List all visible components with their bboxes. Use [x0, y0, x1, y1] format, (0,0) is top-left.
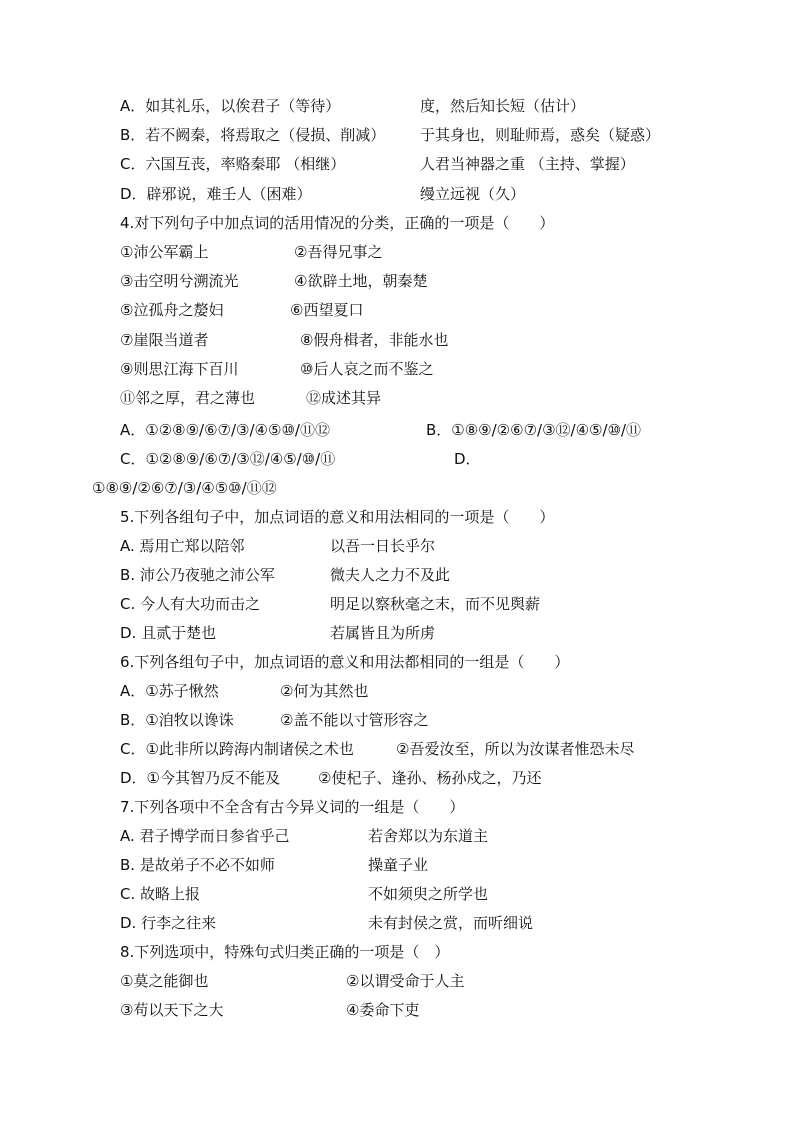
- document-page: A．如其礼乐，以俟君子（等待） 度，然后知长短（估计） B．若不阙秦，将焉取之（侵损、削减） 于其身也，则耻师焉，惑矣（疑惑） C．六国互丧，率赂秦耶 （相继） 人君当神器之重 （主持、掌握） D．辟邪说，难壬人（困难） 缦立远视（久） 4.对下列句子中加点词的活用情况的分类，正确的一项是（ ） ①沛公军霸上 ②吾得兄事之 ③击空明兮溯流光 ④欲辟土地，朝秦楚 ⑤泣孤舟之嫠妇 ⑥西望夏口 ⑦崖限当道者 ⑧假舟楫者，非能水也 ⑨则思江海下百川 ⑩后人哀之而不鉴之 ⑪邻之厚，君之薄也 ⑫成述其异 A．①②⑧⑨/⑥⑦/③/④⑤⑩/⑪⑫ B．①⑧⑨/②⑥⑦/③⑫/④⑤/⑩/⑪ C．①②⑧⑨/⑥⑦/③⑫/④⑤/⑩/⑪ D． ①⑧⑨/②⑥⑦/③/④⑤⑩/⑪⑫ 5.下列各组句子中，加点词语的意义和用法相同的一项是（ ） A. 焉用亡郑以陪邻 以吾一日长乎尔 B. 沛公乃夜驰之沛公军 微夫人之力不及此 C. 今人有大功而击之 明足以察秋毫之末，而不见舆薪 D. 且贰于楚也 若属皆且为所虏 6.下列各组句子中，加点词语的意义和用法都相同的一组是（ ） A．①苏子愀然 ②何为其然也 B．①洎牧以谗诛 ②盖不能以寸管形容之 C．①此非所以跨海内制诸侯之术也 ②吾爱汝至，所以为汝谋者惟恐未尽 D．①今其智乃反不能及 ②使杞子、逢孙、杨孙戍之，乃还 7.下列各项中不全含有古今异义词的一组是（ ） A. 君子博学而日参省乎己 若舍郑以为东道主 B. 是故弟子不必不如师 操童子业 C. 故略上报 不如须臾之所学也 D. 行李之往来 未有封侯之赏，而听细说 8.下列选项中，特殊句式归类正确的一项是（ ） ①莫之能御也 ②以谓受命于人主 ③苟以天下之大 ④委命下吏: [0, 0, 794, 1123]
- q3-b-right: 于其身也，则耻师焉，惑矣（疑惑）: [420, 126, 661, 144]
- q3-a-right: 度，然后知长短（估计）: [420, 97, 586, 115]
- q3-c-left: C．六国互丧，率赂秦耶 （相继）: [120, 155, 346, 173]
- q3-b-left: B．若不阙秦，将焉取之（侵损、削减）: [120, 126, 386, 144]
- q3-c-right: 人君当神器之重 （主持、掌握）: [420, 155, 635, 173]
- q3-d-left: D．辟邪说，难壬人（困难）: [120, 185, 312, 203]
- q3-d-right: 缦立远视（久）: [420, 185, 526, 203]
- q3-a-left: A．如其礼乐，以俟君子（等待）: [120, 97, 341, 115]
